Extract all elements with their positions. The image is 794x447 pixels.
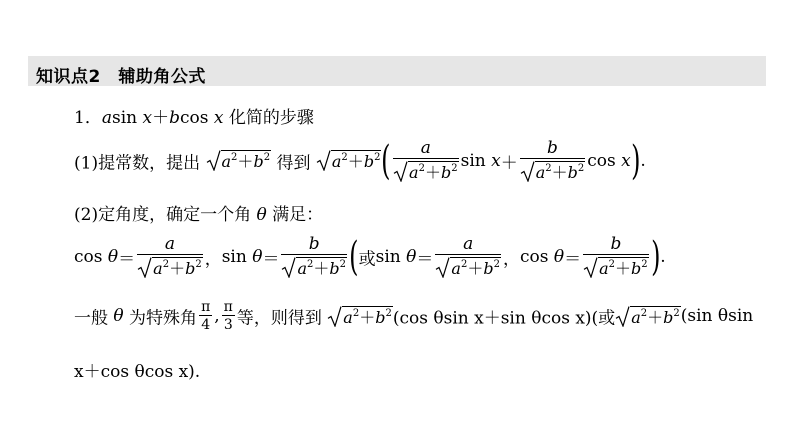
- numerator: π: [201, 299, 211, 315]
- exponent: 2: [263, 152, 271, 164]
- fraction-b: [520, 140, 586, 182]
- step-2-text: 满足：: [266, 205, 324, 225]
- var-b: b: [567, 162, 578, 182]
- var-b: b: [363, 152, 375, 172]
- radical-icon: [393, 161, 408, 182]
- period: .: [660, 246, 666, 267]
- equals-sign: ＝: [416, 249, 434, 270]
- sqrt-a2-b2: [327, 306, 393, 327]
- numerator: a: [463, 234, 474, 254]
- var-a: a: [297, 258, 308, 278]
- numerator: b: [308, 234, 320, 254]
- theta-condition-line: [74, 233, 666, 280]
- radical-icon: [137, 257, 152, 278]
- var-x: x: [621, 150, 631, 171]
- radical-icon: [615, 306, 630, 327]
- exponent: 2: [577, 162, 585, 174]
- radical-icon: [520, 161, 535, 182]
- radical-icon: [316, 150, 331, 171]
- plus-sign: ＋: [313, 258, 330, 278]
- expression: (sin θsin: [680, 306, 754, 327]
- exponent: 2: [418, 162, 425, 174]
- var-b: b: [631, 258, 642, 278]
- fraction-a: [435, 236, 501, 278]
- exponent: 2: [493, 258, 500, 270]
- exponent: 2: [673, 307, 680, 319]
- fraction-a: [393, 140, 459, 182]
- left-paren: (: [349, 233, 359, 280]
- special-angle-line: [74, 300, 753, 332]
- theta-symbol: θ: [406, 246, 417, 267]
- body-text: 为特殊角: [123, 308, 198, 329]
- var-a: a: [153, 258, 163, 278]
- var-b: b: [440, 162, 452, 182]
- exponent: 2: [451, 162, 458, 174]
- comma: ,: [214, 306, 220, 327]
- comma: ，: [502, 249, 520, 270]
- step-number: 1．: [74, 108, 102, 128]
- var-x: x: [213, 108, 224, 128]
- sin-text: sin: [221, 246, 253, 267]
- body-text: 一般: [74, 308, 114, 329]
- plus-sign: ＋: [551, 162, 568, 182]
- exponent: 2: [385, 307, 392, 319]
- plus-sign: ＋: [647, 307, 664, 327]
- radical-icon: [281, 257, 296, 278]
- fraction-a: [137, 236, 203, 278]
- step-heading: [74, 103, 314, 128]
- continuation-line: [74, 357, 200, 382]
- period: .: [640, 150, 646, 171]
- step-1-text: (1)提常数，提出: [74, 153, 201, 174]
- comma: ，: [204, 249, 222, 270]
- exponent: 2: [640, 307, 648, 319]
- theta-symbol: θ: [256, 205, 267, 225]
- plus-sign: ＋: [467, 258, 484, 278]
- var-b: b: [185, 258, 196, 278]
- sqrt-a2-b2: [316, 150, 382, 171]
- radical-icon: [435, 257, 450, 278]
- sqrt-a2-b2: [206, 150, 272, 171]
- expression: (cos θsin x＋sin θcos x)(或: [392, 308, 616, 329]
- cos-text: cos: [519, 246, 554, 267]
- section-title: 知识点2 辅助角公式: [36, 67, 206, 87]
- var-a: a: [451, 258, 461, 278]
- left-paren: (: [381, 137, 391, 184]
- radical-icon: [206, 150, 221, 171]
- exponent: 2: [374, 152, 381, 164]
- var-b: b: [375, 307, 386, 327]
- sqrt-a2-b2: [137, 257, 203, 278]
- equals-sign: ＝: [118, 249, 136, 270]
- plus-sign: ＋: [169, 258, 186, 278]
- sqrt-a2-b2: [435, 257, 501, 278]
- sqrt-a2-b2: [583, 257, 649, 278]
- exponent: 2: [307, 258, 314, 270]
- plus-sign: ＋: [500, 153, 518, 174]
- expression: x＋cos θcos x).: [74, 362, 201, 382]
- sqrt-a2-b2: [615, 306, 681, 327]
- cos-text: cos: [587, 150, 622, 171]
- equals-sign: ＝: [262, 249, 280, 270]
- var-b: b: [169, 108, 180, 128]
- exponent: 2: [352, 307, 360, 319]
- numerator: π: [223, 299, 233, 315]
- var-a: a: [343, 307, 353, 327]
- plus-sign: ＋: [347, 152, 364, 172]
- numerator: a: [164, 234, 175, 254]
- sin-text: sin: [460, 150, 492, 171]
- plus-sign: ＋: [237, 152, 254, 172]
- numerator: b: [547, 138, 558, 158]
- plus-sign: ＋: [615, 258, 632, 278]
- exponent: 2: [162, 258, 170, 270]
- step-2-line: [74, 200, 323, 225]
- or-text: 或: [358, 249, 376, 270]
- sqrt-a2-b2: [393, 161, 459, 182]
- exponent: 2: [339, 258, 347, 270]
- sqrt-a2-b2: [281, 257, 347, 278]
- fraction-pi-4: [199, 300, 212, 332]
- sin-text: sin: [375, 246, 407, 267]
- step-1-line: [74, 137, 646, 184]
- numerator: b: [610, 234, 622, 254]
- theta-symbol: θ: [252, 246, 263, 267]
- var-a: a: [599, 258, 609, 278]
- cos-text: cos: [74, 246, 108, 267]
- exponent: 2: [608, 258, 616, 270]
- var-b: b: [663, 307, 674, 327]
- fraction-b: [281, 236, 347, 278]
- var-a: a: [631, 307, 641, 327]
- exponent: 2: [231, 152, 238, 164]
- numerator: a: [420, 138, 431, 158]
- equals-sign: ＝: [564, 249, 582, 270]
- var-x: x: [491, 150, 501, 171]
- step-2-text: (2)定角度，确定一个角: [74, 205, 257, 225]
- var-b: b: [483, 258, 494, 278]
- exponent: 2: [195, 258, 202, 270]
- var-a: a: [101, 108, 112, 128]
- sqrt-a2-b2: [520, 161, 586, 182]
- exponent: 2: [460, 258, 468, 270]
- theta-symbol: θ: [113, 306, 124, 327]
- plus-sign: ＋: [152, 108, 170, 128]
- radical-icon: [583, 257, 598, 278]
- theta-symbol: θ: [553, 246, 565, 267]
- fraction-pi-3: [222, 300, 235, 332]
- step-1-text: 得到: [276, 153, 311, 174]
- exponent: 2: [341, 152, 348, 164]
- exponent: 2: [641, 258, 648, 270]
- heading-text: 化简的步骤: [223, 108, 314, 128]
- radical-icon: [327, 306, 342, 327]
- denominator: 4: [201, 316, 211, 333]
- denominator: 3: [223, 316, 233, 333]
- body-text: 等，则得到: [236, 308, 328, 329]
- theta-symbol: θ: [107, 246, 119, 267]
- var-b: b: [329, 258, 340, 278]
- sin-text: sin: [111, 108, 143, 128]
- exponent: 2: [545, 162, 552, 174]
- fraction-b: [583, 236, 649, 278]
- section-header: [28, 56, 766, 86]
- var-a: a: [535, 162, 546, 182]
- right-paren: ): [630, 137, 641, 184]
- plus-sign: ＋: [359, 307, 376, 327]
- var-x: x: [142, 108, 153, 128]
- var-a: a: [221, 152, 232, 172]
- right-paren: ): [650, 233, 661, 280]
- var-b: b: [253, 152, 264, 172]
- plus-sign: ＋: [424, 162, 441, 182]
- var-a: a: [331, 152, 342, 172]
- cos-text: cos: [179, 108, 214, 128]
- var-a: a: [409, 162, 419, 182]
